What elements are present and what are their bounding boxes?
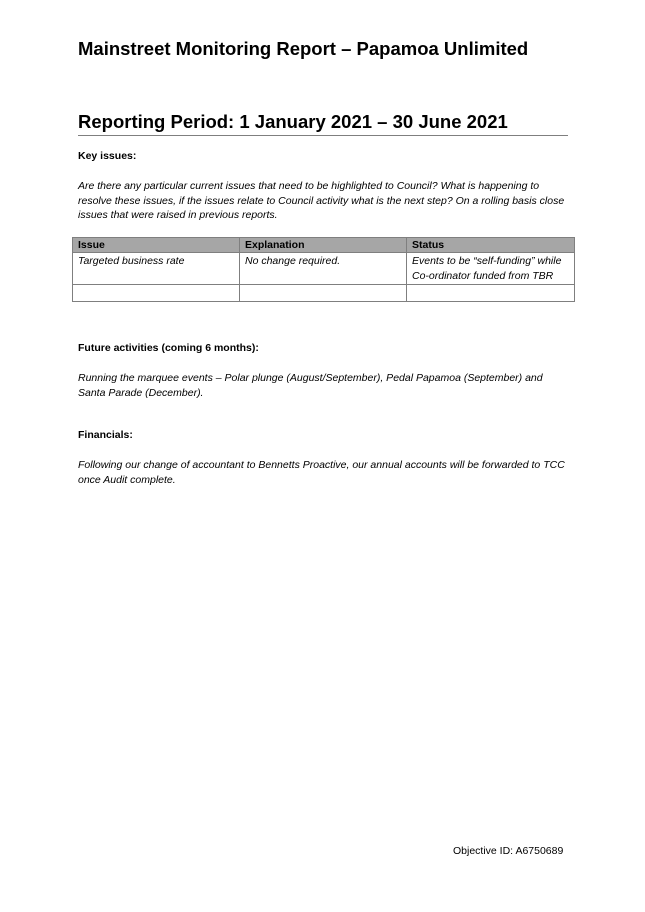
table-row bbox=[73, 285, 575, 302]
financials-text: Following our change of accountant to Bennetts Proactive, our annual accounts will be forwarded to TCC once Audit complete. bbox=[78, 459, 565, 486]
header-status: Status bbox=[407, 238, 575, 253]
table-header-row bbox=[73, 238, 575, 253]
cell-explanation bbox=[240, 285, 407, 302]
header-issue: Issue bbox=[73, 238, 240, 253]
key-issues-heading: Key issues: bbox=[78, 150, 137, 162]
cell-status: Events to be “self-funding” while Co-ordinator funded from TBR bbox=[407, 253, 575, 285]
reporting-period-title: Reporting Period: 1 January 2021 – 30 June 2021 bbox=[78, 111, 508, 132]
reporting-period-block bbox=[78, 110, 568, 136]
future-activities-text: Running the marquee events – Polar plunge (August/September), Pedal Papamoa (September) and Santa Parade (December). bbox=[78, 372, 543, 399]
cell-status bbox=[407, 285, 575, 302]
key-issues-text: Are there any particular current issues that need to be highlighted to Council? What is happening to resolve these issues, if the issues relate to Council activity what is the next step? On a rolling basis close issues that were raised in previous reports. bbox=[78, 180, 565, 222]
financials-heading: Financials: bbox=[78, 429, 133, 441]
table-row bbox=[73, 253, 575, 285]
header-explanation: Explanation bbox=[240, 238, 407, 253]
cell-explanation: No change required. bbox=[240, 253, 407, 285]
future-activities-heading: Future activities (coming 6 months): bbox=[78, 342, 259, 354]
cell-issue: Targeted business rate bbox=[73, 253, 240, 285]
document-title: Mainstreet Monitoring Report – Papamoa Unlimited bbox=[78, 38, 529, 59]
cell-issue bbox=[73, 285, 240, 302]
issues-table bbox=[72, 237, 575, 302]
objective-id: Objective ID: A6750689 bbox=[453, 845, 564, 857]
